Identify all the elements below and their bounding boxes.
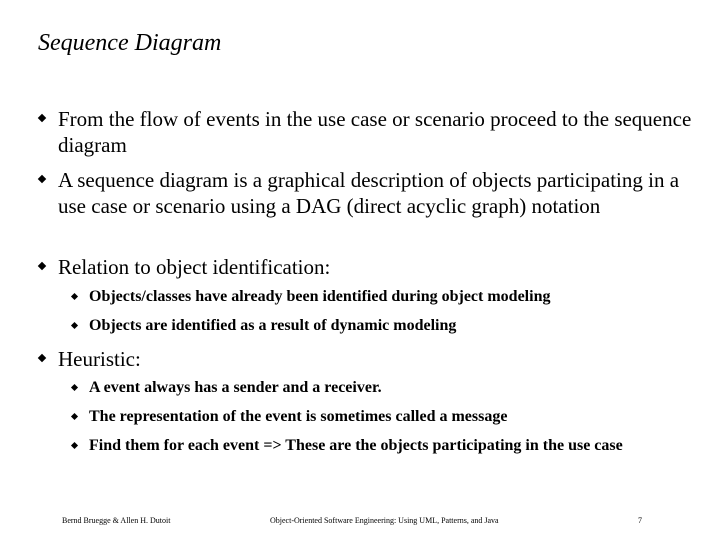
sub-bullet-text: The representation of the event is sometimes called a message [89, 408, 508, 425]
footer-book-title: Object-Oriented Software Engineering: Using UML, Patterns, and Java [270, 516, 499, 525]
footer-authors: Bernd Bruegge & Allen H. Dutoit [62, 516, 171, 525]
sub-bullet-text: Objects are identified as a result of dynamic modeling [89, 317, 457, 334]
diamond-bullet-icon [71, 442, 78, 449]
diamond-bullet-icon [38, 354, 46, 362]
bullet-sequence-definition [58, 167, 698, 219]
diamond-bullet-icon [71, 293, 78, 300]
sub-bullet-sender-receiver [89, 377, 679, 399]
diamond-bullet-icon [71, 413, 78, 420]
sub-bullet-text: Find them for each event => These are the objects participating in the use case [89, 437, 623, 454]
footer-page-number: 7 [638, 516, 642, 525]
slide-title: Sequence Diagram [38, 30, 222, 56]
bullet-heuristic [58, 346, 698, 372]
diamond-bullet-icon [38, 175, 46, 183]
diamond-bullet-icon [71, 384, 78, 391]
diamond-bullet-icon [38, 114, 46, 122]
sub-bullet-find-objects [89, 435, 669, 457]
sub-bullet-text: Objects/classes have already been identified during object modeling [89, 288, 551, 305]
sub-bullet-message [89, 406, 679, 428]
sub-bullet-dynamic-modeling [89, 315, 679, 337]
sub-bullet-text: A event always has a sender and a receiver. [89, 379, 382, 396]
diamond-bullet-icon [71, 322, 78, 329]
diamond-bullet-icon [38, 262, 46, 270]
bullet-text: Relation to object identification: [58, 255, 331, 279]
bullet-text: From the flow of events in the use case or scenario proceed to the sequence diagram [58, 107, 692, 157]
bullet-relation [58, 254, 698, 280]
bullet-text: Heuristic: [58, 347, 141, 371]
bullet-flow-of-events [58, 106, 698, 158]
bullet-text: A sequence diagram is a graphical description of objects participating in a use case or scenario using a DAG (direct acyclic graph) notation [58, 168, 680, 218]
sub-bullet-already-identified [89, 286, 679, 308]
